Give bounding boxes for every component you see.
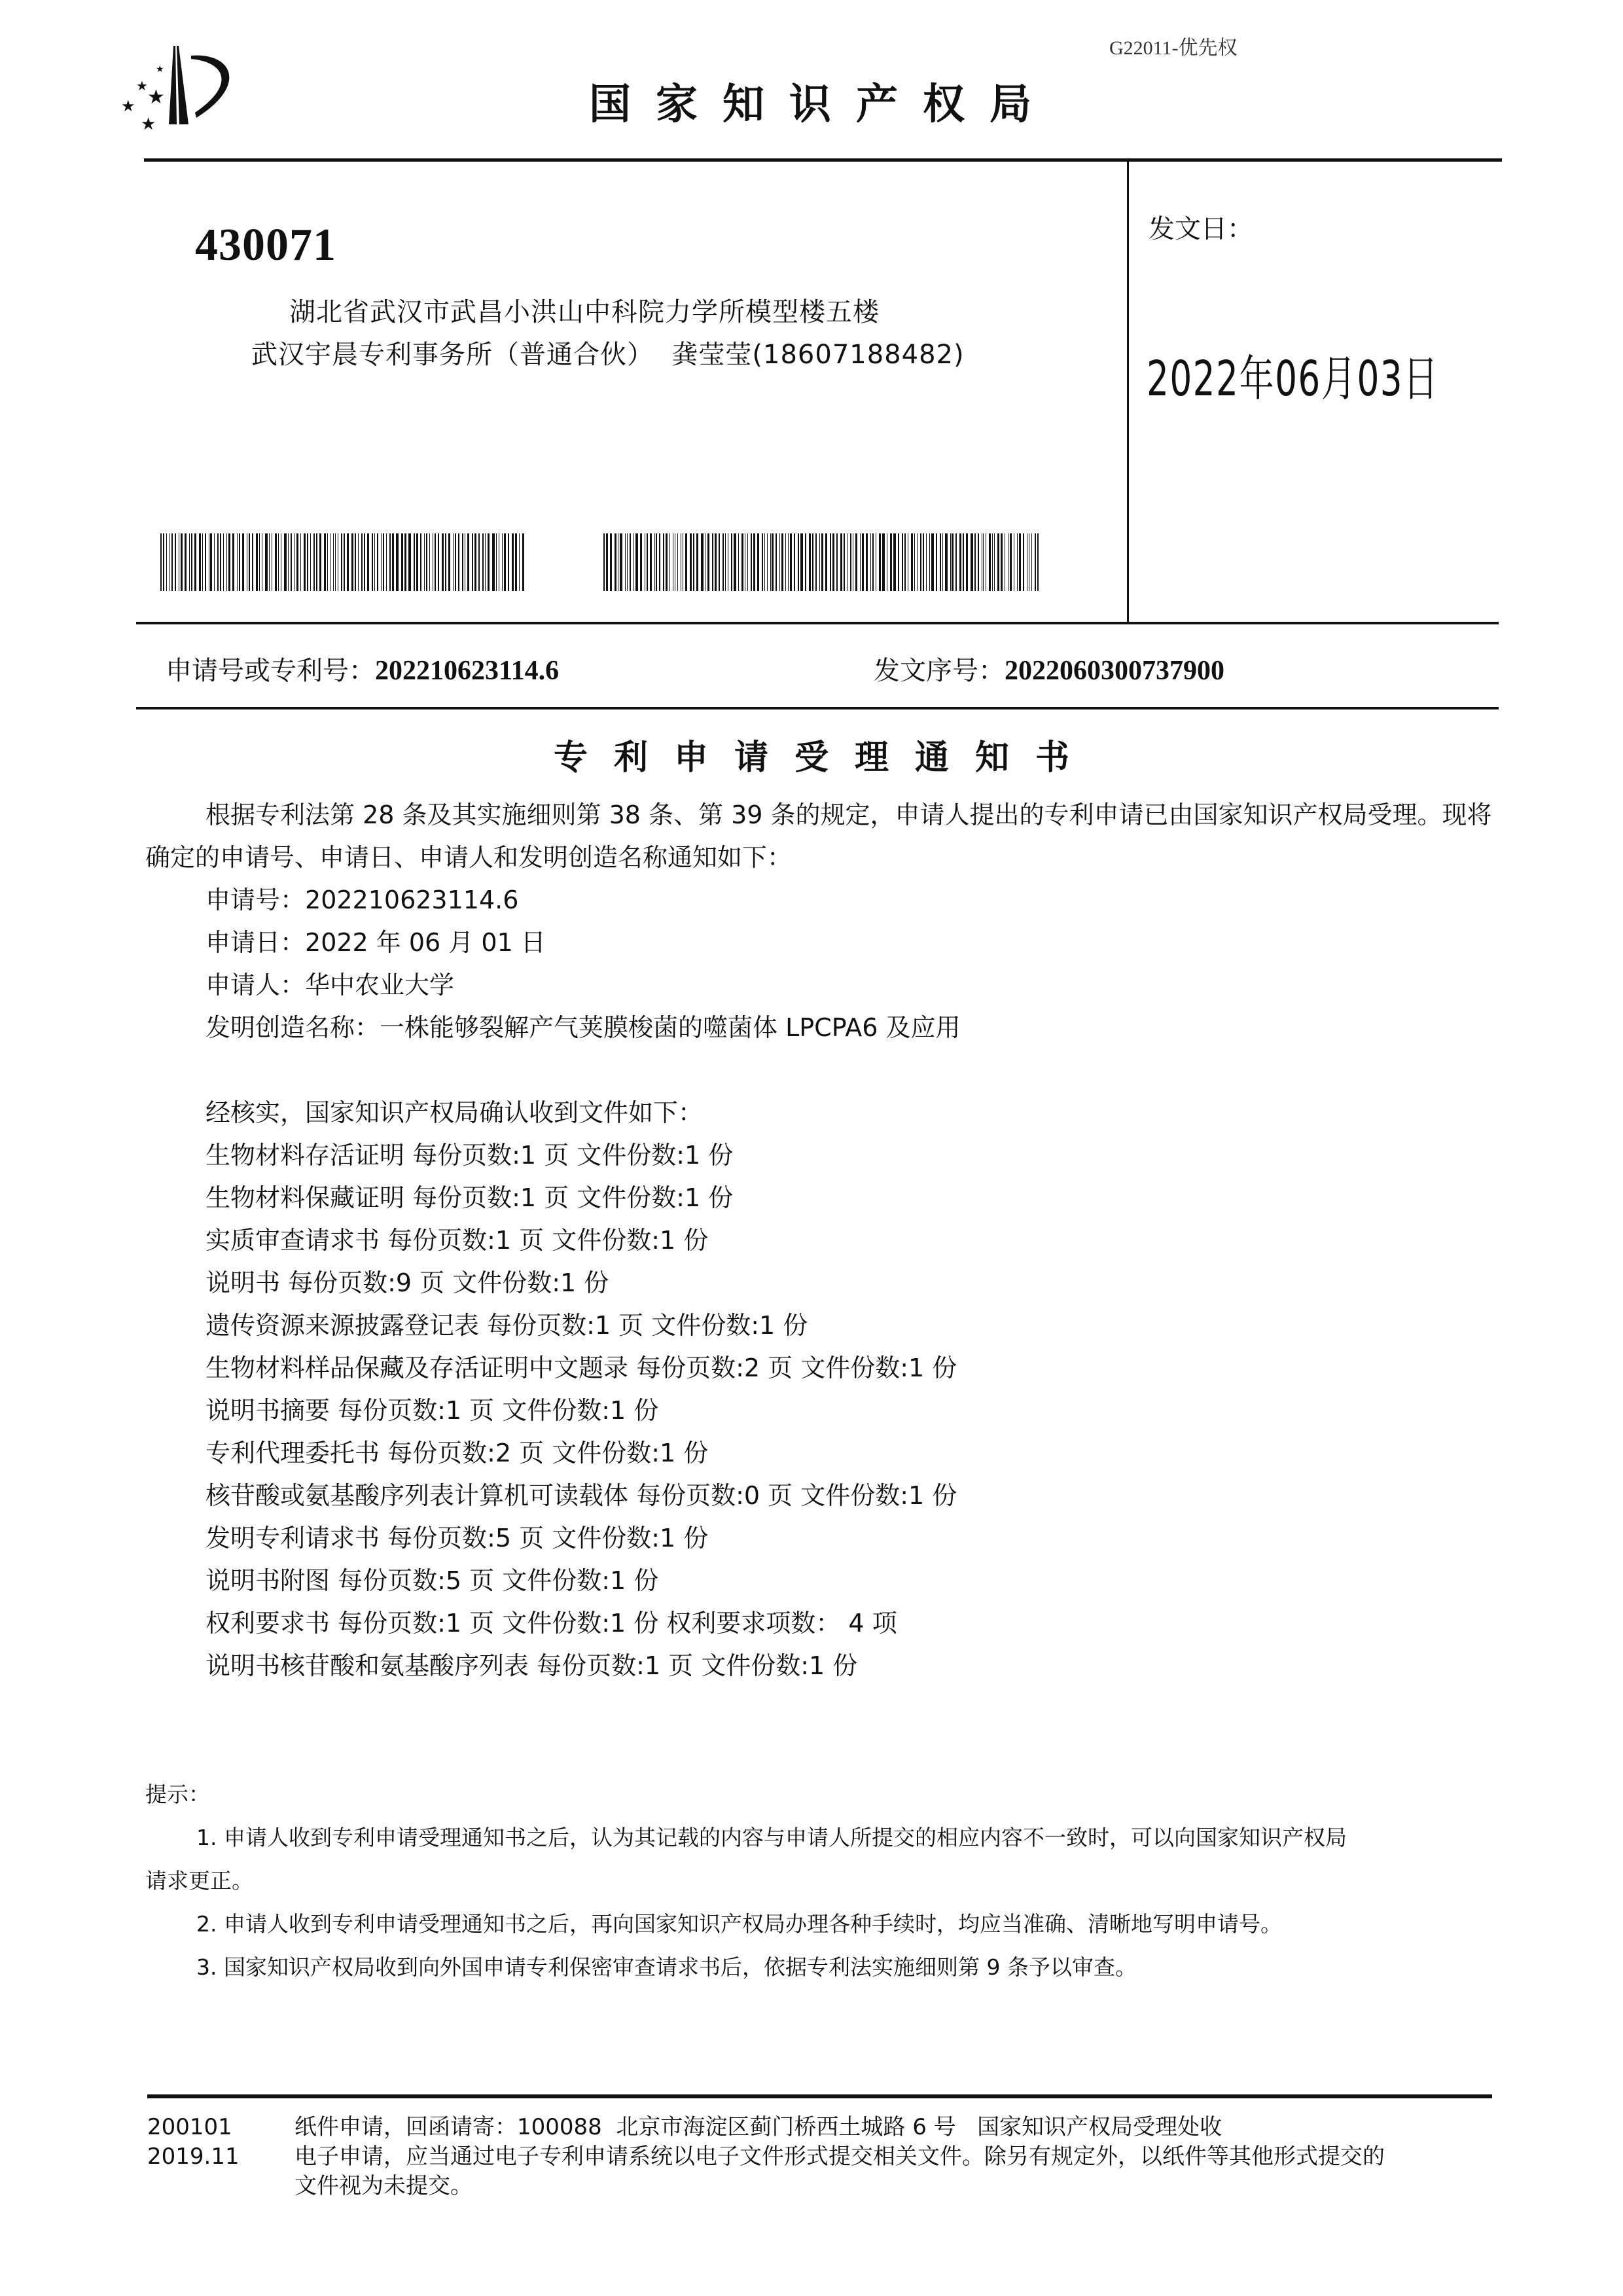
document-title: 专利申请受理通知书 [553,738,1096,778]
document-item: 说明书 每份页数:9 页 文件份数:1 份 [205,1268,609,1297]
document-item: 核苷酸或氨基酸序列表计算机可读载体 每份页数:0 页 文件份数:1 份 [205,1481,957,1510]
document-item: 生物材料样品保藏及存活证明中文题录 每份页数:2 页 文件份数:1 份 [205,1354,957,1382]
intro-paragraph: 根据专利法第 28 条及其实施细则第 38 条、第 39 条的规定，申请人提出的专利申请已由国家知识产权局受理。现将确定的申请号、申请日、申请人和发明创造名称通知如下： [145,800,1492,872]
meta-top-divider [136,622,1499,624]
field-application-date: 申请日：2022 年 06 月 01 日 [205,928,546,957]
document-item: 权利要求书 每份页数:1 页 文件份数:1 份 权利要求项数： 4 项 [205,1609,897,1638]
header-divider [144,158,1502,162]
form-code: G22011-优先权 [1109,37,1238,59]
document-item: 生物材料保藏证明 每份页数:1 页 文件份数:1 份 [205,1183,734,1212]
document-item: 说明书核苷酸和氨基酸序列表 每份页数:1 页 文件份数:1 份 [205,1651,858,1680]
barcode-left [160,533,526,591]
application-number-value: 202210623114.6 [375,656,560,686]
document-item: 遗传资源来源披露登记表 每份页数:1 页 文件份数:1 份 [205,1311,808,1340]
recipient-address: 湖北省武汉市武昌小洪山中科院力学所模型楼五楼 [289,297,880,327]
svg-text:★: ★ [136,78,148,94]
footer-divider [147,2094,1492,2098]
svg-text:★: ★ [156,64,164,75]
svg-text:★: ★ [121,97,135,115]
document-item: 说明书附图 每份页数:5 页 文件份数:1 份 [205,1566,659,1595]
application-fields [205,879,960,1049]
field-application-number: 申请号：202210623114.6 [205,886,519,914]
footer-code-2: 2019.11 [147,2144,240,2170]
barcode-right [603,533,1041,591]
issue-date: 2022年06月03日 [1147,351,1439,407]
application-number-row [166,650,559,687]
hint-item-1-continued: 请求更正。 [145,1868,253,1893]
hint-item-1: 1. 申请人收到专利申请受理通知书之后，认为其记载的内容与申请人所提交的相应内容不一致时，可以向国家知识产权局 [196,1825,1347,1850]
svg-text:★: ★ [147,86,165,109]
hint-item-2: 2. 申请人收到专利申请受理通知书之后，再向国家知识产权局办理各种手续时，均应当准确、清晰地写明申请号。 [196,1911,1282,1937]
issue-date-label: 发文日： [1149,214,1253,244]
hint-item-3: 3. 国家知识产权局收到向外国申请专利保密审查请求书后，依据专利法实施细则第 9 条予以审查。 [196,1954,1137,1980]
header-vertical-divider [1127,160,1129,624]
footer-electronic-filing: 电子申请，应当通过电子专利申请系统以电子文件形式提交相关文件。除另有规定外，以纸件等其他形式提交的 [294,2144,1385,2170]
cnipa-logo-icon [118,39,249,131]
footer-electronic-filing-continued: 文件视为未提交。 [294,2173,473,2199]
postcode: 430071 [195,220,336,270]
field-invention-title: 发明创造名称：一株能够裂解产气荚膜梭菌的噬菌体 LPCPA6 及应用 [205,1013,961,1042]
footer-paper-filing: 纸件申请，回函请寄：100088 北京市海淀区蓟门桥西土城路 6 号 国家知识产权局受理处收 [294,2114,1222,2140]
agency-name: 国家知识产权局 [589,81,1056,129]
received-intro: 经核实，国家知识产权局确认收到文件如下： [205,1098,704,1127]
document-item: 专利代理委托书 每份页数:2 页 文件份数:1 份 [205,1439,709,1467]
received-documents [205,1092,957,1687]
document-item: 生物材料存活证明 每份页数:1 页 文件份数:1 份 [205,1141,734,1170]
document-item: 实质审查请求书 每份页数:1 页 文件份数:1 份 [205,1226,709,1255]
recipient-agency: 武汉宇晨专利事务所（普通合伙） 龚莹莹(18607188482) [251,340,965,370]
serial-number-row [874,650,1224,687]
field-applicant: 申请人：华中农业大学 [205,971,455,999]
application-number-label: 申请号或专利号： [166,656,375,686]
serial-number-label: 发文序号： [874,656,1005,686]
document-item: 发明专利请求书 每份页数:5 页 文件份数:1 份 [205,1524,709,1552]
document-item: 说明书摘要 每份页数:1 页 文件份数:1 份 [205,1396,659,1425]
serial-number-value: 2022060300737900 [1005,656,1224,686]
hints-title: 提示： [145,1782,210,1807]
svg-text:★: ★ [141,115,156,131]
meta-bottom-divider [136,707,1499,709]
footer-code-1: 200101 [147,2114,232,2140]
